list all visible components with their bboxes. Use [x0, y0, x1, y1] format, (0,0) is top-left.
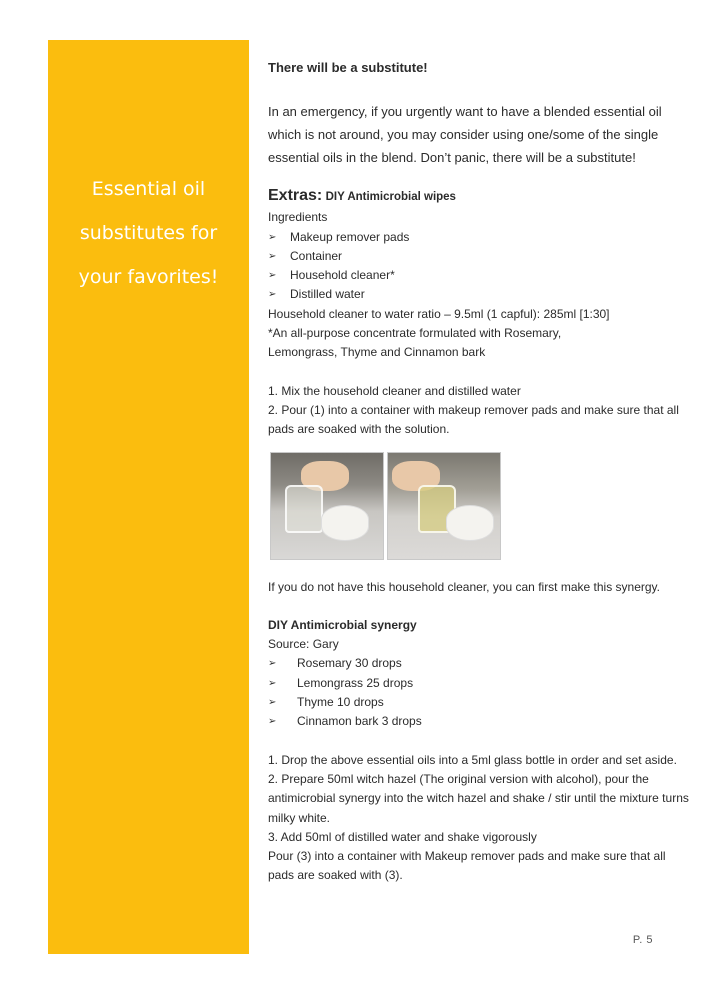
arrow-bullet-icon: ➢ [268, 289, 277, 301]
synergy-title: DIY Antimicrobial synergy [268, 617, 417, 632]
extras-title: DIY Antimicrobial wipes [325, 191, 456, 204]
ingredients-label: Ingredients [268, 210, 328, 225]
extras-label: Extras: [268, 187, 323, 205]
arrow-bullet-icon: ➢ [268, 658, 277, 670]
list-item: ➢ Distilled water [268, 285, 693, 304]
photo-pouring-cleaner [270, 452, 384, 560]
arrow-bullet-icon: ➢ [268, 250, 277, 262]
list-item: ➢ Makeup remover pads [268, 228, 693, 247]
intro-paragraph: In an emergency, if you urgently want to have a blended essential oil which is not around, you may consider using one/some of the single essential oils in the blend. Don’t panic, there will be a substitute! [268, 104, 662, 166]
alternative-text: If you do not have this household cleaner, you can first make this synergy. [268, 579, 660, 594]
section-heading: There will be a substitute! [268, 60, 428, 75]
sidebar-title-line: your favorites! [78, 266, 219, 288]
list-item: ➢ Rosemary 30 drops [268, 654, 693, 673]
step-text: 1. Mix the household cleaner and distilled water [268, 383, 521, 398]
list-item: ➢ Cinnamon bark 3 drops [268, 712, 693, 731]
arrow-bullet-icon: ➢ [268, 677, 277, 689]
page-number: P. 5 [632, 934, 653, 946]
pad-shape [446, 505, 494, 541]
step-text: 3. Add 50ml of distilled water and shake vigorously [268, 829, 537, 844]
list-item: ➢ Lemongrass 25 drops [268, 674, 693, 693]
sidebar-title-line: Essential oil [91, 178, 206, 200]
arrow-bullet-icon: ➢ [268, 697, 277, 709]
synergy-list [268, 654, 693, 731]
extras-heading [268, 185, 693, 208]
arrow-bullet-icon: ➢ [268, 270, 277, 282]
step-text: Pour (3) into a container with Makeup remover pads and make sure that all pads are soaked with (3). [268, 849, 666, 883]
list-item: ➢ Container [268, 247, 693, 266]
sidebar-title [48, 167, 249, 299]
arrow-bullet-icon: ➢ [268, 716, 277, 728]
main-content [268, 58, 693, 886]
step-text: 2. Pour (1) into a container with makeup remover pads and make sure that all pads are soaked with the solution. [268, 402, 679, 437]
step-text: 1. Drop the above essential oils into a 5ml glass bottle in order and set aside. [268, 752, 677, 767]
sidebar-banner [48, 40, 249, 954]
step-text: 2. Prepare 50ml witch hazel (The original version with alcohol), pour the antimicrobial synergy into the witch hazel and shake / stir until the mixture turns milky white. [268, 771, 689, 825]
jar-shape [285, 485, 323, 533]
pad-shape [321, 505, 369, 541]
sidebar-title-line: substitutes for [79, 222, 218, 244]
synergy-source: Source: Gary [268, 637, 339, 652]
list-item: ➢ Household cleaner* [268, 266, 693, 285]
list-item: ➢ Thyme 10 drops [268, 693, 693, 712]
note-line: *An all-purpose concentrate formulated with Rosemary, [268, 326, 562, 341]
photo-row [270, 452, 693, 560]
arrow-bullet-icon: ➢ [268, 231, 277, 243]
ingredients-list [268, 228, 693, 305]
ratio-text: Household cleaner to water ratio – 9.5ml (1 capful): 285ml [1:30] [268, 306, 610, 321]
photo-soaked-pads [387, 452, 501, 560]
note-line: Lemongrass, Thyme and Cinnamon bark [268, 345, 486, 360]
